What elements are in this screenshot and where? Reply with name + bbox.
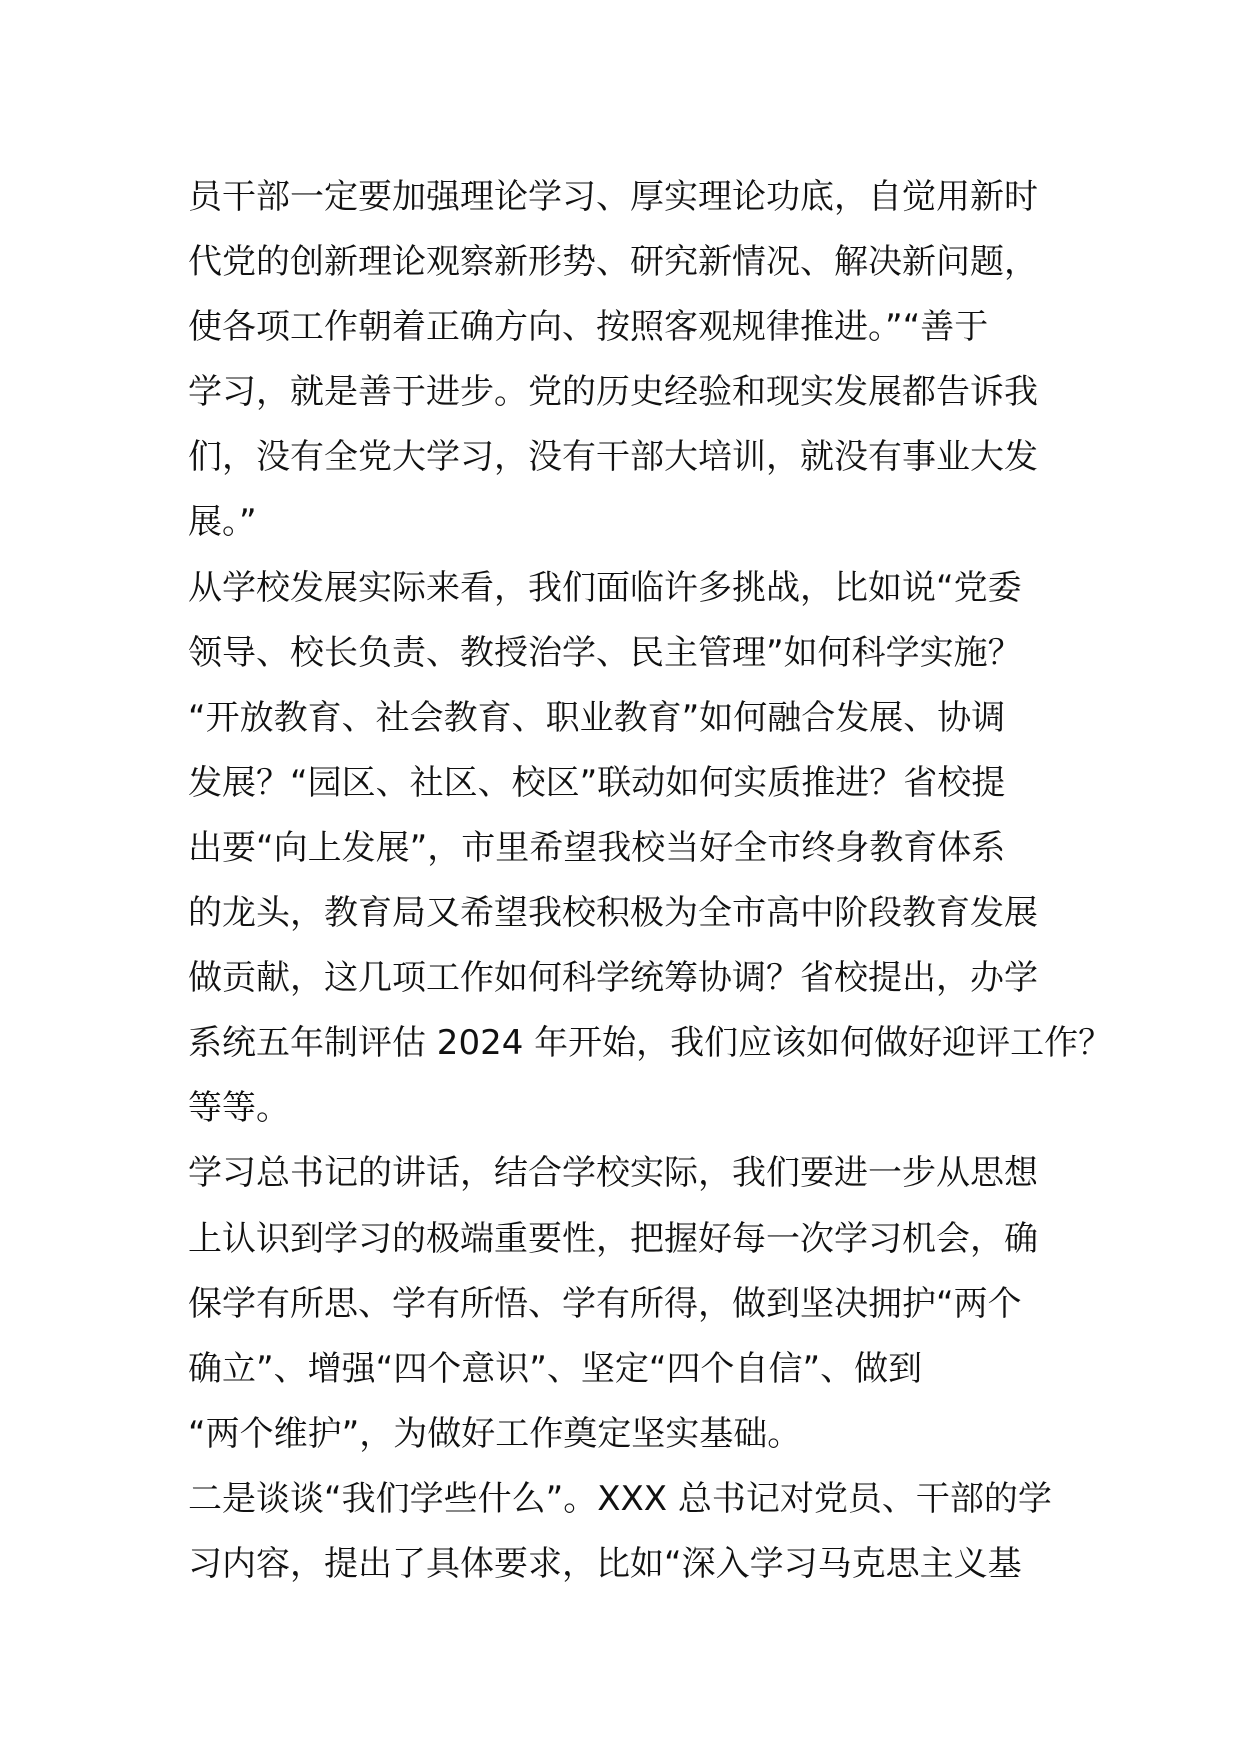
text-line: 的龙头，教育局又希望我校积极为全市高中阶段教育发展 bbox=[188, 893, 1038, 934]
text-line: 展。” bbox=[188, 502, 257, 543]
text-line: 出要“向上发展”，市里希望我校当好全市终身教育体系 bbox=[188, 827, 1006, 868]
text-line: 员干部一定要加强理论学习、厚实理论功底，自觉用新时 bbox=[188, 177, 1038, 217]
text-line: 保学有所思、学有所悟、学有所得，做到坚决拥护“两个 bbox=[188, 1283, 1022, 1324]
text-line: 系统五年制评估 2024 年开始，我们应该如何做好迎评工作？ bbox=[188, 1023, 1113, 1064]
text-line: 习内容，提出了具体要求，比如“深入学习马克思主义基 bbox=[188, 1543, 1022, 1584]
text-line: 从学校发展实际来看，我们面临许多挑战，比如说“党委 bbox=[188, 567, 1022, 608]
text-line: “开放教育、社会教育、职业教育”如何融合发展、协调 bbox=[188, 697, 1006, 738]
body-text bbox=[188, 165, 1113, 1597]
text-line: 使各项工作朝着正确方向、按照客观规律推进。”“善于 bbox=[188, 307, 989, 348]
text-line: 代党的创新理论观察新形势、研究新情况、解决新问题， bbox=[188, 242, 1038, 283]
text-line: 发展？“园区、社区、校区”联动如何实质推进？省校提 bbox=[188, 762, 1006, 803]
text-line: 做贡献，这几项工作如何科学统筹协调？省校提出，办学 bbox=[188, 958, 1038, 999]
text-line: 上认识到学习的极端重要性，把握好每一次学习机会，确 bbox=[188, 1218, 1038, 1259]
text-line: 二是谈谈“我们学些什么”。XXX 总书记对党员、干部的学 bbox=[188, 1478, 1052, 1519]
text-line: 学习总书记的讲话，结合学校实际，我们要进一步从思想 bbox=[188, 1153, 1038, 1194]
text-line: “两个维护”，为做好工作奠定坚实基础。 bbox=[188, 1413, 802, 1454]
text-line: 等等。 bbox=[188, 1088, 290, 1129]
text-line: 领导、校长负责、教授治学、民主管理”如何科学实施？ bbox=[188, 632, 1022, 673]
text-line: 们，没有全党大学习，没有干部大培训，就没有事业大发 bbox=[188, 437, 1038, 478]
text-line: 学习，就是善于进步。党的历史经验和现实发展都告诉我 bbox=[188, 372, 1038, 413]
text-line: 确立”、增强“四个意识”、坚定“四个自信”、做到 bbox=[188, 1348, 923, 1389]
